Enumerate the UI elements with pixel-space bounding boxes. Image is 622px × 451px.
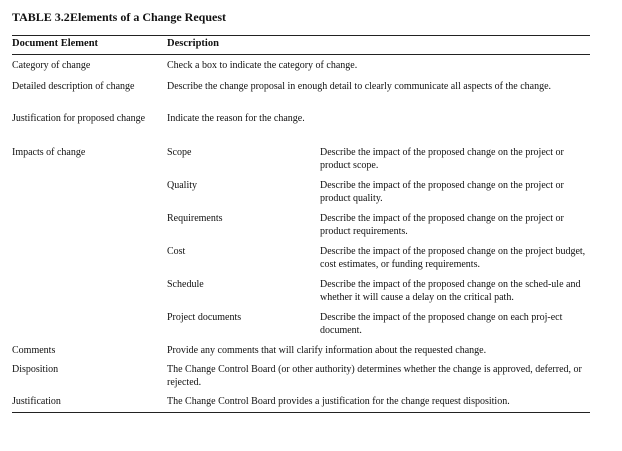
- impact-area: Requirements: [167, 213, 223, 224]
- bottom-rule: [12, 412, 590, 413]
- row-element: Comments: [12, 345, 56, 356]
- row-description: Indicate the reason for the change.: [167, 113, 305, 124]
- impact-area: Cost: [167, 246, 186, 257]
- header-description: Description: [167, 38, 219, 49]
- table-title: Elements of a Change Request: [70, 10, 226, 24]
- impact-description: Describe the impact of the proposed change on the project or product quality.: [320, 180, 564, 204]
- row-element: Justification: [12, 396, 61, 407]
- row-description: The Change Control Board provides a justification for the change request disposition.: [167, 396, 510, 407]
- impact-area: Quality: [167, 180, 197, 191]
- impact-description: Describe the impact of the proposed change on the project or product requirements.: [320, 213, 564, 237]
- impact-area: Schedule: [167, 279, 204, 290]
- row-element: Category of change: [12, 60, 91, 71]
- row-element: Disposition: [12, 364, 59, 375]
- row-description: Provide any comments that will clarify information about the requested change.: [167, 345, 487, 356]
- impact-description: Describe the impact of the proposed change on the project budget, cost estimates, or funding requirements.: [320, 246, 586, 270]
- table-caption: [12, 10, 226, 25]
- table-number: TABLE 3.2: [12, 10, 70, 24]
- impact-description: Describe the impact of the proposed change on the project or product scope.: [320, 147, 564, 171]
- impact-description: Describe the impact of the proposed change on each proj-ect document.: [320, 312, 563, 336]
- row-element: Justification for proposed change: [12, 113, 146, 124]
- row-description: The Change Control Board (or other authority) determines whether the change is approved, deferred, or rejected.: [167, 364, 582, 388]
- row-element: Impacts of change: [12, 147, 86, 158]
- header-rule: [12, 54, 590, 55]
- top-rule: [12, 35, 590, 36]
- header-document-element: Document Element: [12, 38, 99, 49]
- impact-description: Describe the impact of the proposed change on the sched-ule and whether it will cause a delay on the critical path.: [320, 279, 581, 303]
- impact-area: Scope: [167, 147, 192, 158]
- row-description: Describe the change proposal in enough detail to clearly communicate all aspects of the change.: [167, 81, 552, 92]
- row-description: Check a box to indicate the category of change.: [167, 60, 358, 71]
- row-element: Detailed description of change: [12, 81, 135, 92]
- impact-area: Project documents: [167, 312, 242, 323]
